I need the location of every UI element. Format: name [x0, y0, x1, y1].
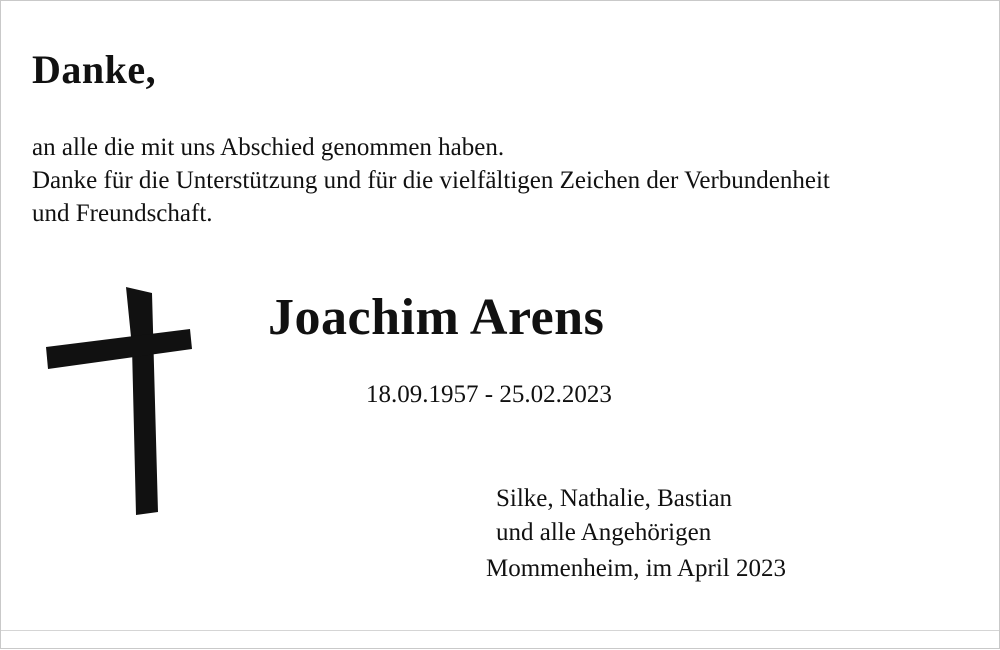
body-line-2: Danke für die Unterstützung und für die vielfältigen Zeichen der Verbundenheit: [32, 167, 830, 194]
signers-line-1: Silke, Nathalie, Bastian: [496, 485, 733, 512]
deceased-name: Joachim Arens: [268, 289, 605, 346]
place-and-date: Mommenheim, im April 2023: [486, 555, 786, 582]
page-bottom-margin: [0, 630, 1000, 650]
thank-you-text: [32, 131, 962, 230]
signers: [496, 482, 732, 549]
body-line-1: an alle die mit uns Abschied genommen haben.: [32, 134, 505, 161]
body-line-3: und Freundschaft.: [32, 200, 213, 227]
page-title: Danke,: [32, 47, 157, 92]
cross-icon: [40, 287, 200, 517]
signers-line-2: und alle Angehörigen: [496, 518, 712, 546]
life-dates: 18.09.1957 - 25.02.2023: [366, 381, 612, 408]
